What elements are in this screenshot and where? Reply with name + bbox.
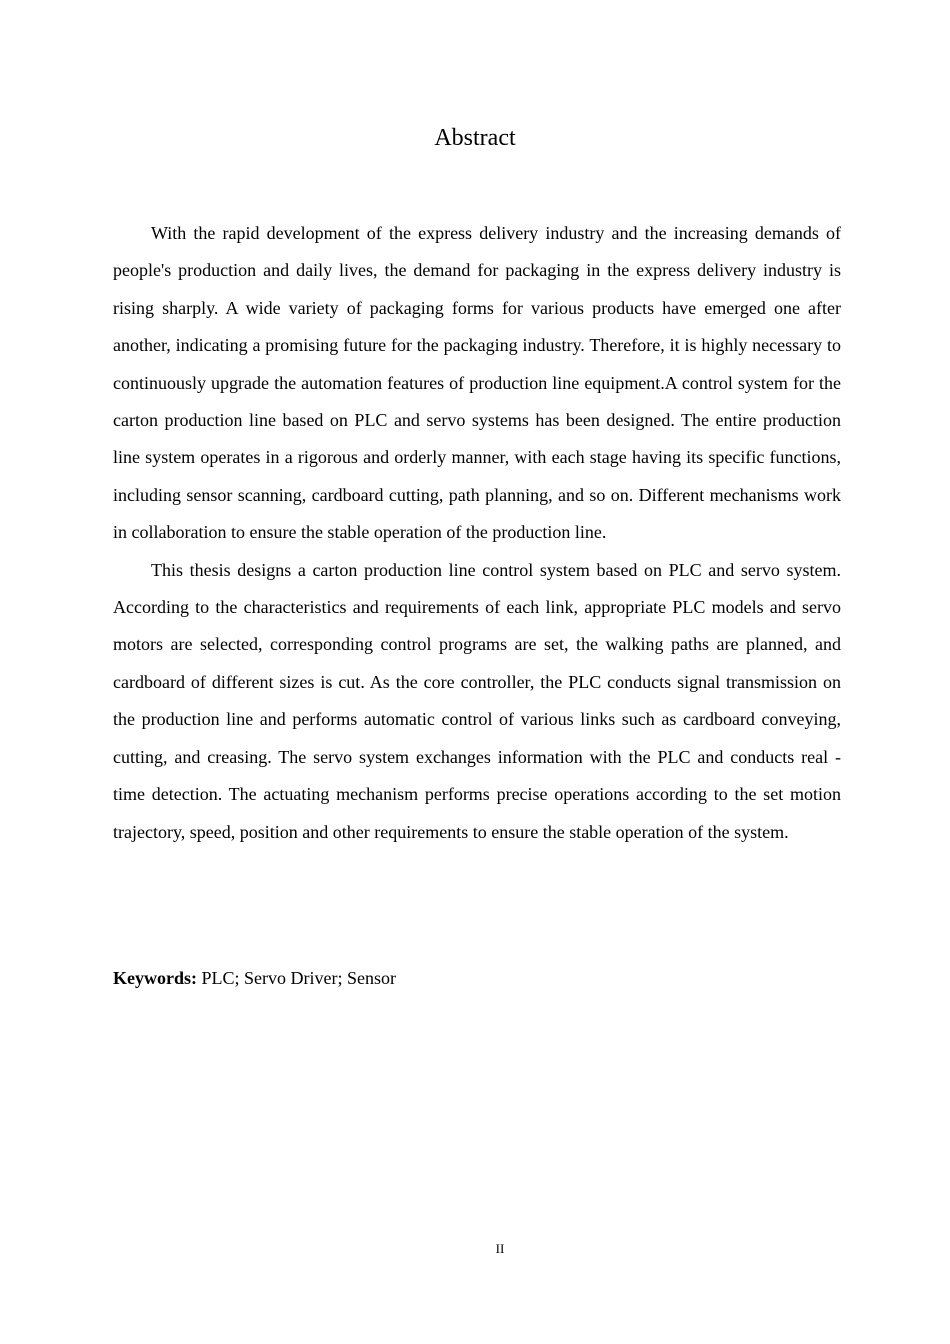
abstract-paragraph-1: With the rapid development of the express delivery industry and the increasing demands of people's production and daily lives, the demand for packaging in the express delivery industry is rising sharply. A wide variety of packaging forms for various products have emerged one after another, indicating a promising future for the packaging industry. Therefore, it is highly necessary to continuously upgrade the automation features of production line equipment.A control system for the carton production line based on PLC and servo systems has been designed. The entire production line system operates in a rigorous and orderly manner, with each stage having its specific functions, including sensor scanning, cardboard cutting, path planning, and so on. Different mechanisms work in collaboration to ensure the stable operation of the production line. <box>113 223 841 543</box>
abstract-paragraph-2: This thesis designs a carton production line control system based on PLC and servo system. According to the characteristics and requirements of each link, appropriate PLC models and servo motors are selected, corresponding control programs are set, the walking paths are planned, and cardboard of different sizes is cut. As the core controller, the PLC conducts signal transmission on the production line and performs automatic control of various links such as cardboard conveying, cutting, and creasing. The servo system exchanges information with the PLC and conducts real - time detection. The actuating mechanism performs precise operations according to the set motion trajectory, speed, position and other requirements to ensure the stable operation of the system. <box>113 559 841 842</box>
page-title: Abstract <box>434 125 516 151</box>
page-number: II <box>495 1241 505 1256</box>
keywords-line <box>113 962 396 994</box>
abstract-body <box>113 215 841 851</box>
keywords-label: Keywords: <box>113 968 197 988</box>
keywords-value: PLC; Servo Driver; Sensor <box>201 968 396 988</box>
